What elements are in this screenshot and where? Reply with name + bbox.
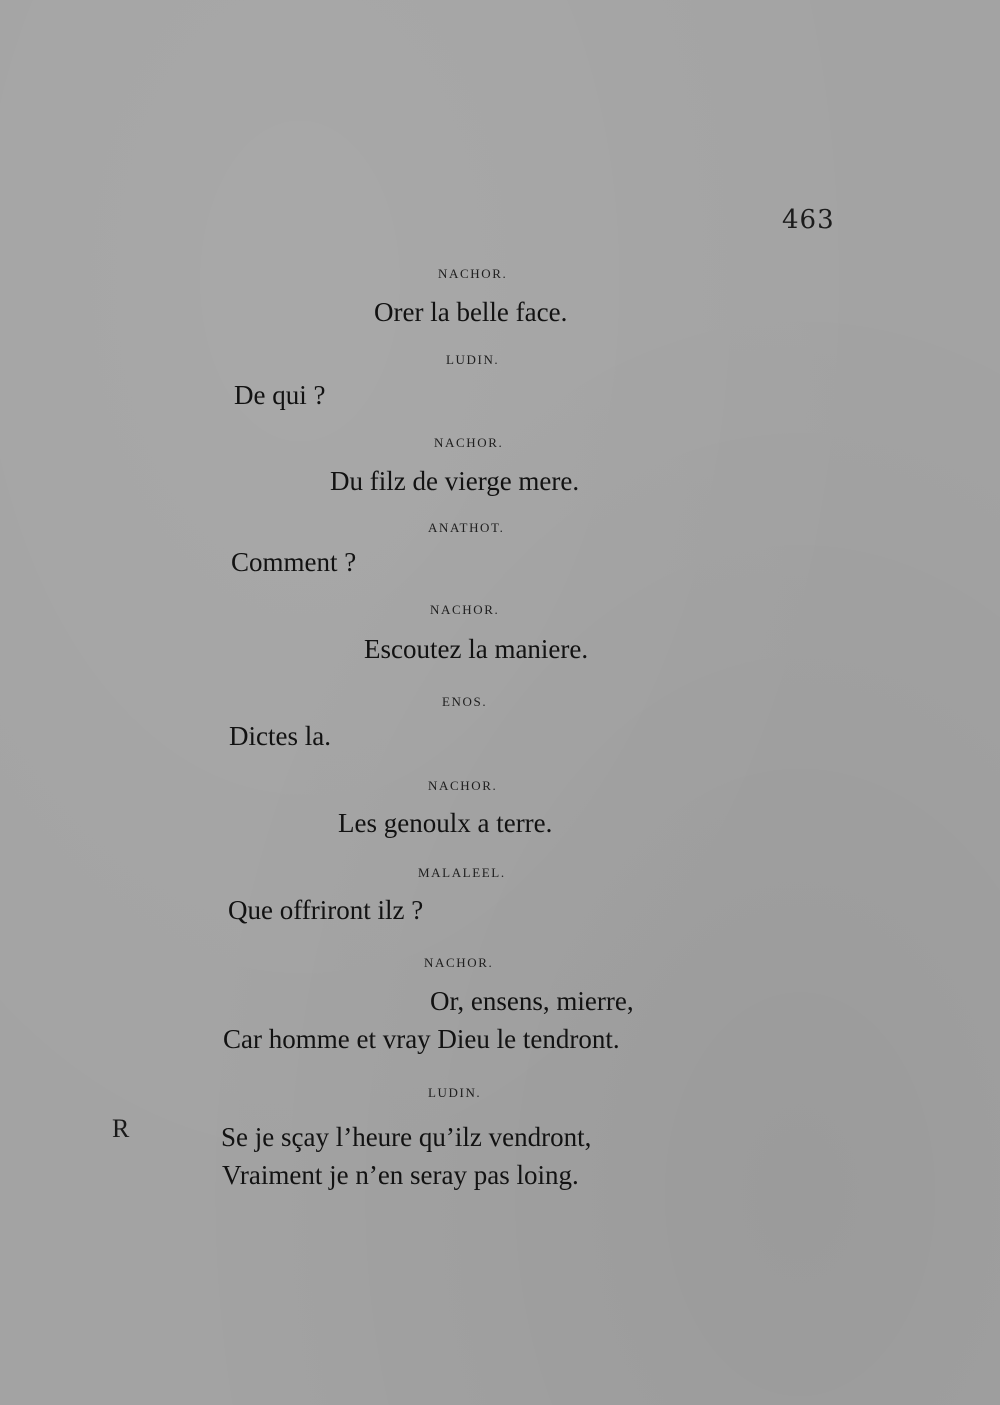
speaker-name: NACHOR.	[438, 266, 508, 281]
speaker-name: MALALEEL.	[418, 865, 506, 880]
speaker-name: LUDIN.	[428, 1085, 482, 1100]
speaker-name: ENOS.	[442, 694, 488, 709]
verse-line: Or, ensens, mierre,	[430, 986, 634, 1016]
verse-line: Vraiment je n’en seray pas loing.	[222, 1160, 579, 1190]
speaker-name: LUDIN.	[446, 352, 500, 367]
verse-line: Dictes la.	[229, 721, 331, 751]
verse-line: De qui ?	[234, 380, 326, 410]
margin-mark: R	[112, 1114, 130, 1143]
speaker-name: NACHOR.	[430, 602, 500, 617]
speaker-name: NACHOR.	[434, 435, 504, 450]
verse-line: Se je sçay l’heure qu’ilz vendront,	[221, 1122, 592, 1152]
verse-line: Les genoulx a terre.	[338, 808, 553, 838]
speaker-name: NACHOR.	[428, 778, 498, 793]
verse-line: Orer la belle face.	[374, 297, 568, 327]
verse-line: Que offriront ilz ?	[228, 895, 424, 925]
verse-line: Car homme et vray Dieu le tendront.	[223, 1024, 620, 1054]
verse-line: Comment ?	[231, 547, 357, 577]
verse-line: Escoutez la maniere.	[364, 634, 589, 664]
verse-line: Du filz de vierge mere.	[330, 466, 580, 496]
page-number: 463	[782, 205, 835, 235]
speaker-name: ANATHOT.	[428, 520, 505, 535]
speaker-name: NACHOR.	[424, 955, 494, 970]
